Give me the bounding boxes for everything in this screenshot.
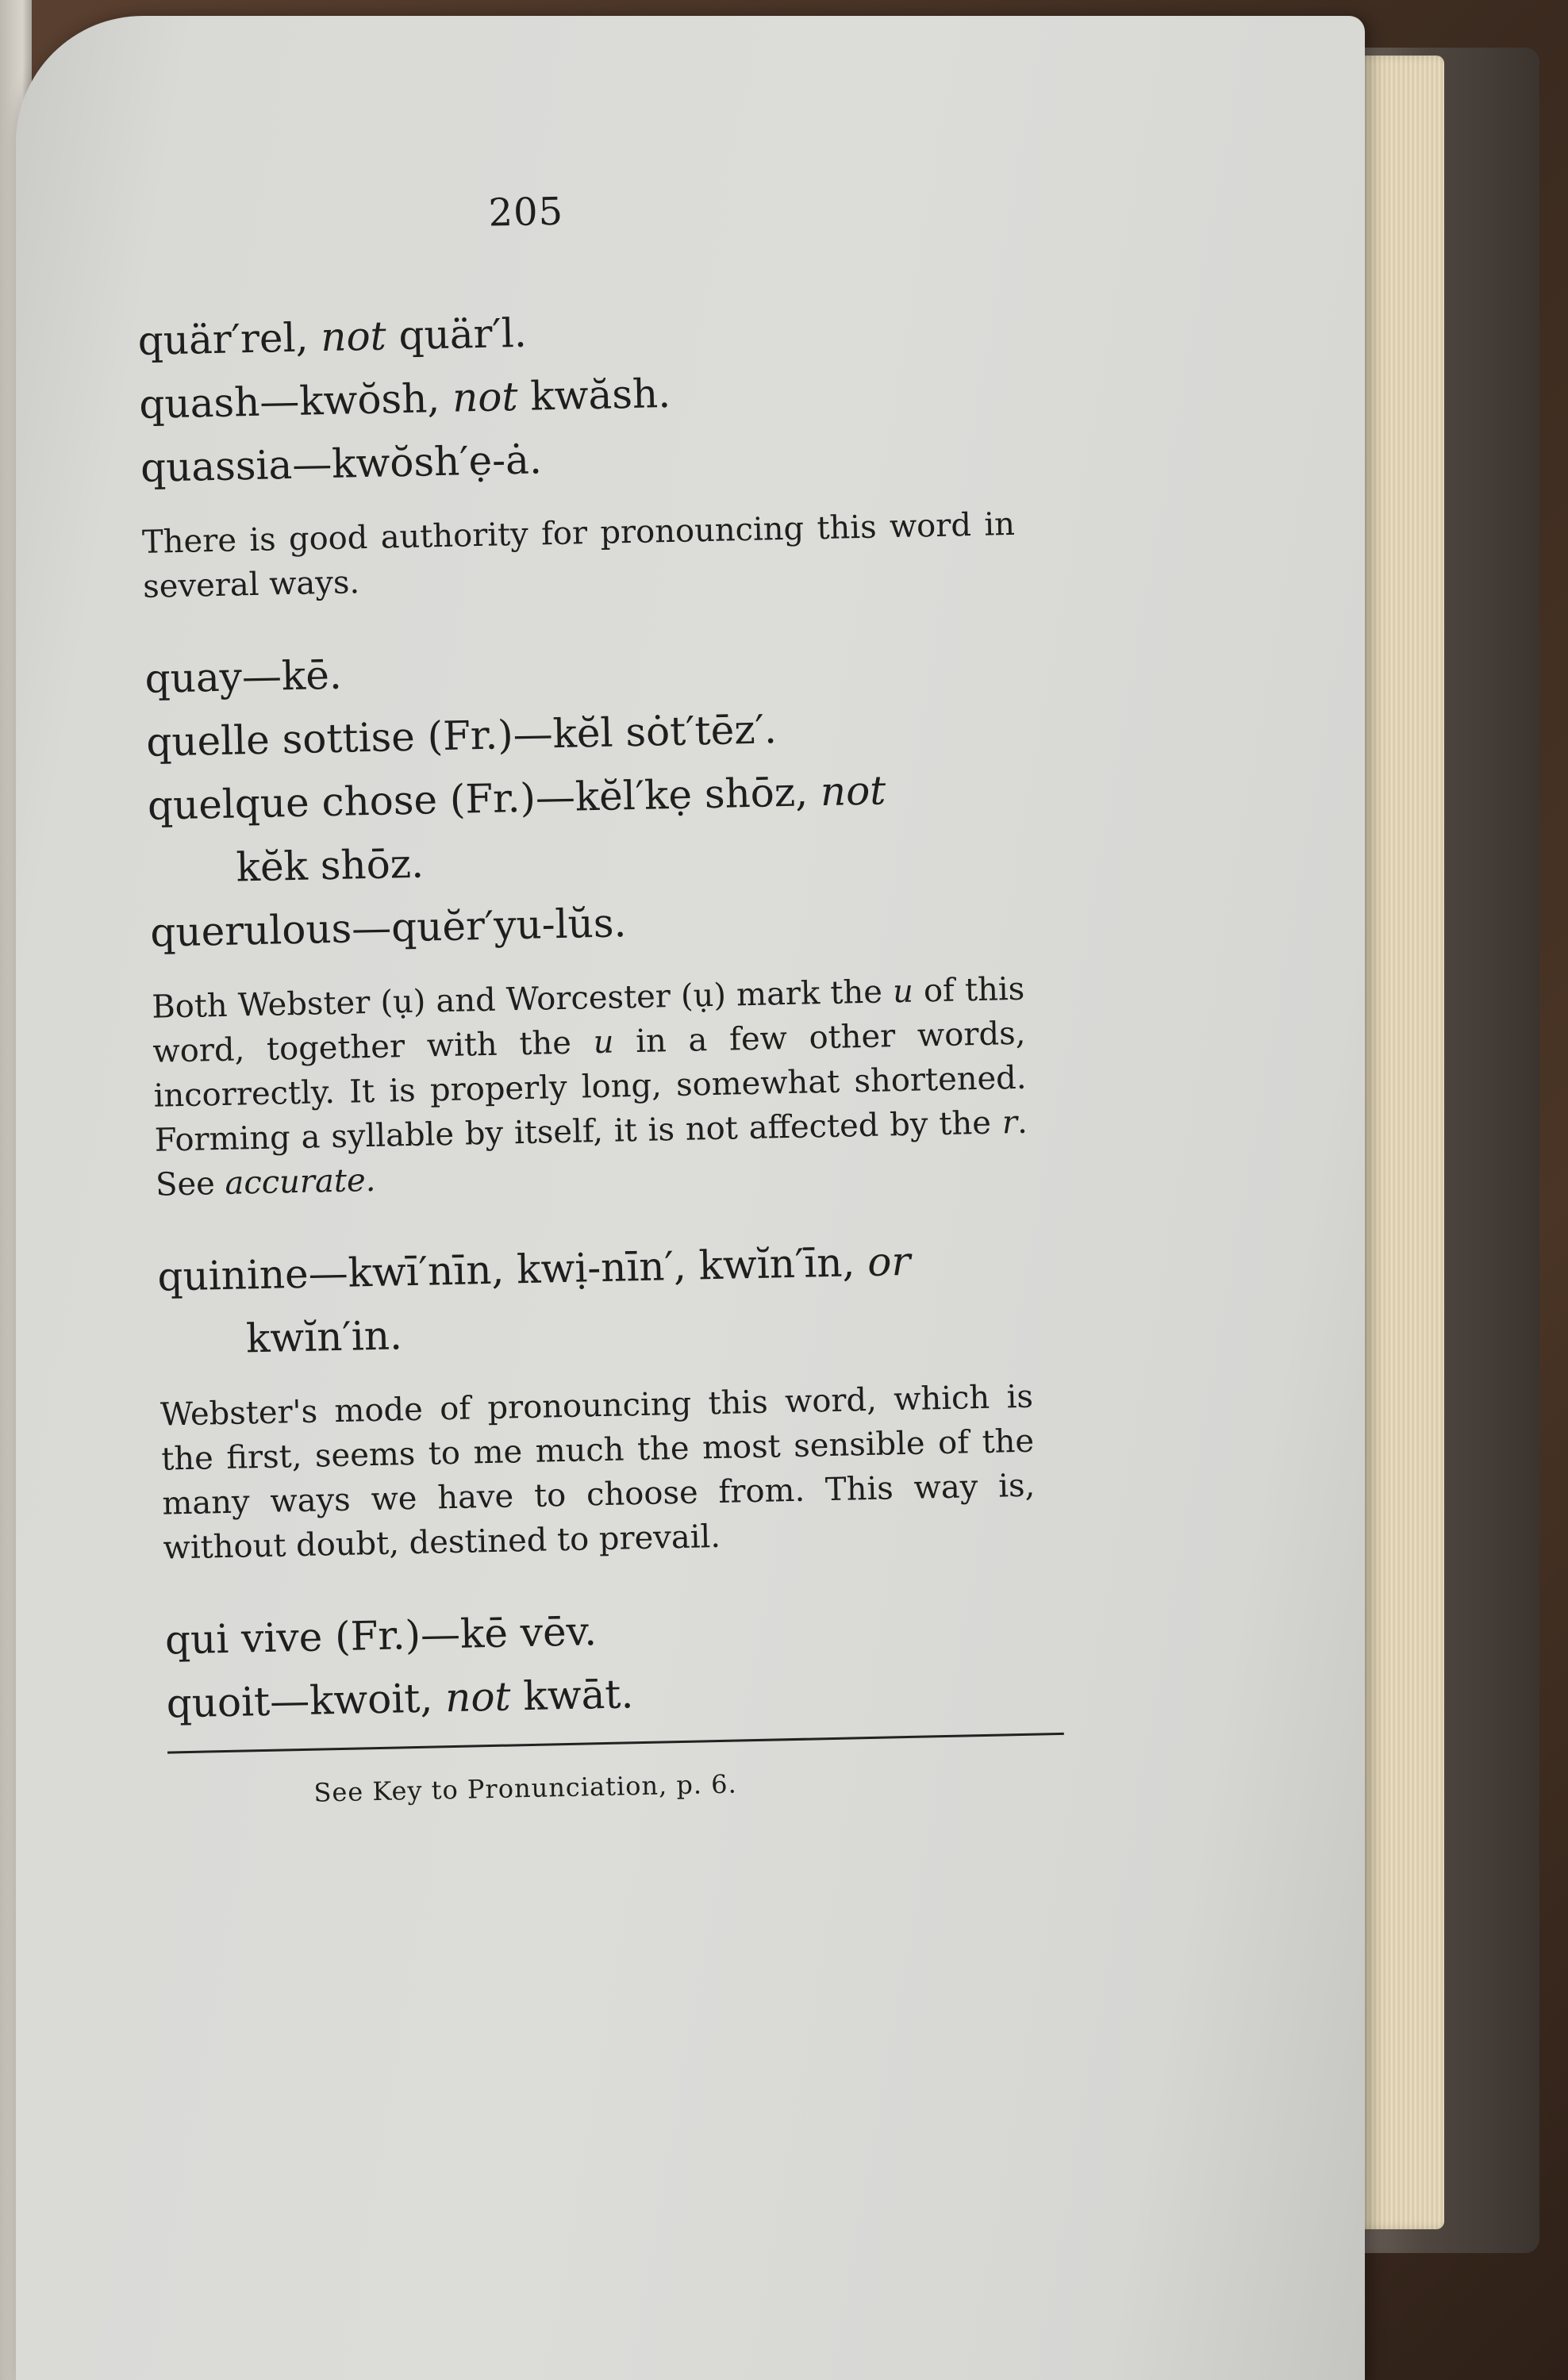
entry-quay: quay—kē. (144, 651, 343, 702)
page-content (135, 179, 1047, 1808)
entry-quassia: quassia—kwŏsh′ẹ-ȧ. (140, 436, 543, 491)
entry-qui-vive: qui vive (Fr.)—kē vēv. (164, 1608, 598, 1664)
entry-quelle-sottise: quelle sottise (Fr.)—kĕl sȯt′tēz′. (145, 706, 778, 766)
note-quinine: Webster's mode of pronouncing this word, which is the first, seems to me much the most sensible of the many ways we have to choose from. This way is, without doubt, destined to prevail. (159, 1378, 1036, 1567)
entry-quinine: quinine—kwī′nīn, kwị-nīn′, kwĭn′īn, or kwĭn′in. (157, 1226, 1072, 1372)
note-quassia: There is good authority for pronouncing this word in several ways. (141, 505, 1016, 605)
note-querulous: Both Webster (ụ) and Worcester (ụ) mark the u of this word, together with the u in a few other words, incorrectly. It is properly long, somewhat shortened. Forming a syllable by itself, it is not affected by the r. See accurate. (151, 970, 1028, 1203)
entries (137, 290, 1081, 1811)
page-number: 205 (487, 189, 564, 236)
entry-quarrel: quär′rel, not quär′l. (137, 309, 528, 364)
entry-querulous: querulous—quĕr′yu-lŭs. (149, 900, 627, 956)
entry-quash: quash—kwŏsh, not kwăsh. (138, 370, 671, 428)
book-page (16, 16, 1365, 2380)
footer-rule (167, 1733, 1064, 1754)
entry-quoit: quoit—kwoit, not kwāt. (166, 1671, 634, 1727)
footer-note: See Key to Pronunciation, p. 6. (313, 1768, 738, 1808)
entry-continuation: kĕk shōz. (236, 840, 425, 891)
entry-continuation: kwĭn′in. (245, 1312, 403, 1362)
entry-quelque-chose: quelque chose (Fr.)—kĕl′kẹ shōz, not kĕk shōz. (147, 755, 1062, 901)
